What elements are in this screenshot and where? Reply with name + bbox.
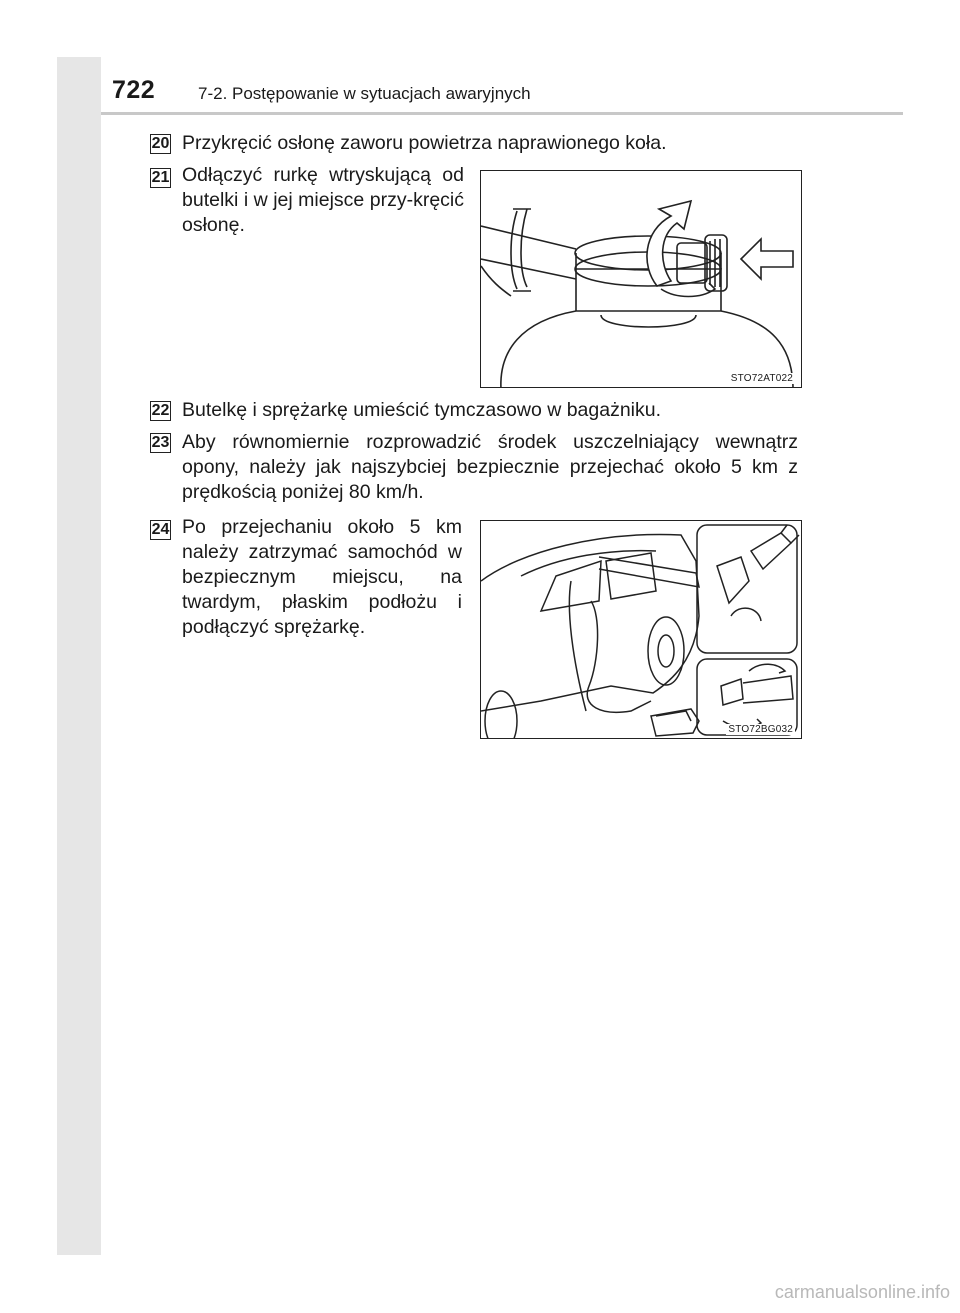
step-badge-21: 21	[151, 169, 170, 186]
figure-code: STO72BG032	[728, 724, 793, 735]
figure-car-compressor	[480, 520, 802, 739]
bottle-cap-illustration	[481, 171, 802, 388]
car-compressor-illustration	[481, 521, 802, 739]
step-badge-23: 23	[151, 434, 170, 451]
header-divider	[101, 112, 903, 115]
figure-bottle-cap	[480, 170, 802, 388]
step-text-20: Przykręcić osłonę zaworu powietrza naprawionego koła.	[182, 132, 667, 154]
figure-code: STO72AT022	[730, 373, 793, 384]
step-badge-20: 20	[151, 135, 170, 152]
step-text-21: Odłączyć rurkę wtryskującą od butelki i w jej miejsce przy-kręcić osłonę.	[182, 164, 464, 236]
footer-watermark[interactable]: carmanualsonline.info	[774, 1282, 950, 1302]
step-text-24: Po przejechaniu około 5 km należy zatrzymać samochód w bezpiecznym miejscu, na twardym, płaskim podłożu i podłączyć sprężarkę.	[182, 516, 462, 638]
page-margin-band	[57, 57, 101, 1255]
step-text-22: Butelkę i sprężarkę umieścić tymczasowo w bagażniku.	[182, 399, 662, 421]
step-text-23: Aby równomiernie rozprowadzić środek uszczelniający wewnątrz opony, należy jak najszybciej bezpiecznie przejechać około 5 km z prędkością poniżej 80 km/h.	[182, 431, 798, 503]
step-badge-22: 22	[151, 402, 170, 419]
step-badge-24: 24	[151, 521, 170, 538]
chapter-title: 7-2. Postępowanie w sytuacjach awaryjnych	[198, 84, 531, 103]
page-number: 722	[112, 76, 156, 104]
